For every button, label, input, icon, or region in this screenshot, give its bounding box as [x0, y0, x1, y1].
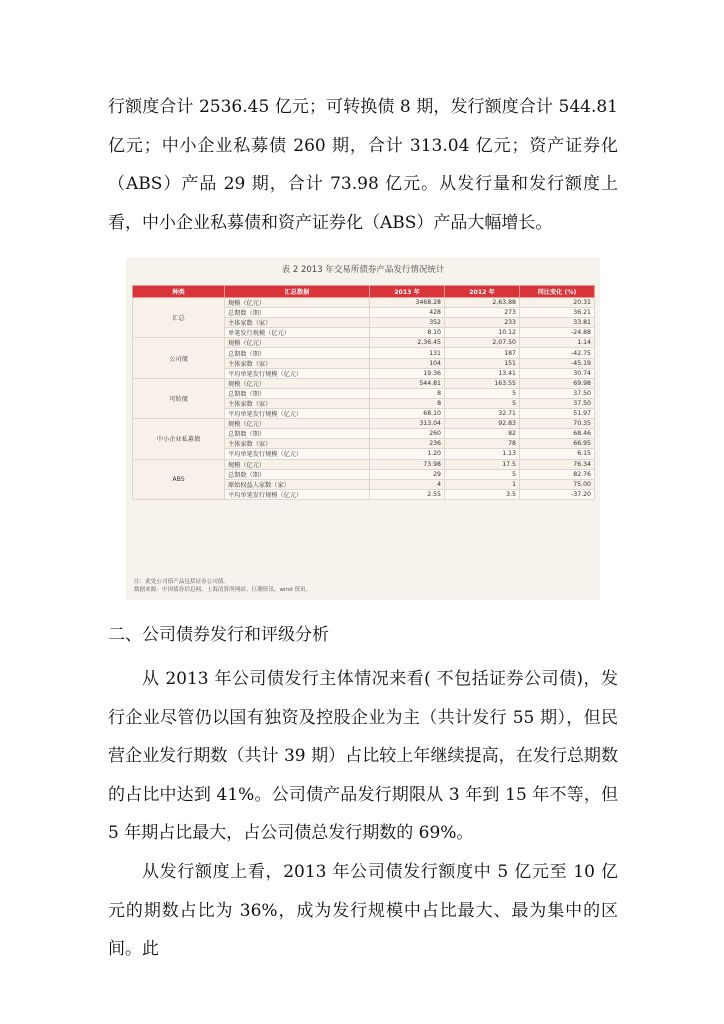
category-cell: 可转债 — [133, 378, 225, 418]
value-cell: 313.04 — [370, 419, 445, 429]
value-cell: 17.5 — [445, 459, 520, 469]
table-row — [133, 298, 595, 308]
value-cell: 8.10 — [370, 328, 445, 338]
value-cell: -42.75 — [520, 348, 595, 358]
value-cell: 37.50 — [520, 388, 595, 398]
value-cell: 29 — [370, 469, 445, 479]
category-cell: 公司债 — [133, 338, 225, 378]
value-cell: -45.19 — [520, 358, 595, 368]
header-2012: 2012 年 — [445, 286, 520, 298]
metric-cell: 平均单笔发行规模（亿元） — [225, 449, 370, 459]
table-note: 注：此处公司债产品包括证券公司债。 — [134, 579, 230, 585]
metric-cell: 主体家数（家） — [225, 358, 370, 368]
value-cell: 30.74 — [520, 368, 595, 378]
value-cell: 236 — [370, 439, 445, 449]
value-cell: 2.55 — [370, 489, 445, 499]
value-cell: 78 — [445, 439, 520, 449]
body-paragraph-1: 行额度合计 2536.45 亿元；可转换债 8 期，发行额度合计 544.81 亿元；中小企业私募债 260 期，合计 313.04 亿元；资产证券化（ABS）产品 29 期，合计 73.98 亿元。从发行量和发行额度上看，中小企业私募债和资产证券化（ABS）产品大幅增长。 — [108, 97, 618, 233]
value-cell: 92.83 — [445, 419, 520, 429]
table-source: 数据来源：中国债券信息网、上海清算所网站、巨潮资讯、wind 资讯。 — [134, 587, 312, 593]
value-cell: 187 — [445, 348, 520, 358]
value-cell: 2,07.50 — [445, 338, 520, 348]
value-cell: 75.00 — [520, 479, 595, 489]
value-cell: 273 — [445, 308, 520, 318]
value-cell: 37.50 — [520, 398, 595, 408]
header-category: 种类 — [133, 286, 225, 298]
value-cell: 3468.28 — [370, 298, 445, 308]
category-cell: ABS — [133, 459, 225, 499]
value-cell: 4 — [370, 479, 445, 489]
value-cell: 36.21 — [520, 308, 595, 318]
value-cell: -24.88 — [520, 328, 595, 338]
value-cell: -37.20 — [520, 489, 595, 499]
header-summary: 汇总数据 — [225, 286, 370, 298]
header-2013: 2013 年 — [370, 286, 445, 298]
metric-cell: 规模（亿元） — [225, 338, 370, 348]
metric-cell: 平均单笔发行规模（亿元） — [225, 368, 370, 378]
value-cell: 13.41 — [445, 368, 520, 378]
value-cell: 32.71 — [445, 409, 520, 419]
table-row — [133, 419, 595, 429]
value-cell: 3.5 — [445, 489, 520, 499]
metric-cell: 规模（亿元） — [225, 459, 370, 469]
metric-cell: 主体家数（家） — [225, 439, 370, 449]
metric-cell: 平均单笔发行规模（亿元） — [225, 409, 370, 419]
value-cell: 2,63.88 — [445, 298, 520, 308]
value-cell: 82 — [445, 429, 520, 439]
value-cell: 68.46 — [520, 429, 595, 439]
value-cell: 1 — [445, 479, 520, 489]
metric-cell: 总期数（期） — [225, 388, 370, 398]
table-row — [133, 459, 595, 469]
value-cell: 2,36.45 — [370, 338, 445, 348]
value-cell: 260 — [370, 429, 445, 439]
value-cell: 66.95 — [520, 439, 595, 449]
value-cell: 5 — [445, 469, 520, 479]
value-cell: 1.20 — [370, 449, 445, 459]
metric-cell: 原始权益人家数（家） — [225, 479, 370, 489]
table-figure — [126, 258, 600, 600]
value-cell: 51.97 — [520, 409, 595, 419]
value-cell: 20.31 — [520, 298, 595, 308]
table-notes — [134, 578, 311, 594]
value-cell: 163.55 — [445, 378, 520, 388]
table-body — [133, 298, 595, 500]
header-yoy-change: 同比变化 (%) — [520, 286, 595, 298]
value-cell: 69.98 — [520, 378, 595, 388]
metric-cell: 总期数（期） — [225, 348, 370, 358]
value-cell: 82.76 — [520, 469, 595, 479]
value-cell: 73.98 — [370, 459, 445, 469]
category-cell: 汇总 — [133, 298, 225, 338]
value-cell: 352 — [370, 318, 445, 328]
body-paragraph-2: 从 2013 年公司债发行主体情况来看( 不包括证券公司债)，发行企业尽管仍以国有独资及控股企业为主（共计发行 55 期），但民营企业发行期数（共计 39 期）占比较上年继续提高，在发行总期数的占比中达到 41%。公司债产品发行期限从 3 年到 15 年不等，但 5 年期占比最大，占公司债总发行期数的 69%。 — [108, 669, 618, 843]
value-cell: 1.14 — [520, 338, 595, 348]
value-cell: 19.36 — [370, 368, 445, 378]
metric-cell: 总期数（期） — [225, 429, 370, 439]
value-cell: 70.35 — [520, 419, 595, 429]
table-header-row — [133, 286, 595, 298]
value-cell: 10.12 — [445, 328, 520, 338]
value-cell: 233 — [445, 318, 520, 328]
metric-cell: 规模（亿元） — [225, 419, 370, 429]
value-cell: 1.13 — [445, 449, 520, 459]
metric-cell: 单笔发行规模（亿元） — [225, 328, 370, 338]
table-row — [133, 378, 595, 388]
value-cell: 6.15 — [520, 449, 595, 459]
section-heading: 二、公司债券发行和评级分析 — [108, 625, 329, 645]
value-cell: 544.81 — [370, 378, 445, 388]
bond-issuance-table — [132, 285, 595, 500]
value-cell: 5 — [445, 388, 520, 398]
value-cell: 131 — [370, 348, 445, 358]
value-cell: 104 — [370, 358, 445, 368]
value-cell: 151 — [445, 358, 520, 368]
metric-cell: 主体家数（家） — [225, 318, 370, 328]
table-row — [133, 338, 595, 348]
value-cell: 8 — [370, 398, 445, 408]
metric-cell: 平均单笔发行规模（亿元） — [225, 489, 370, 499]
value-cell: 76.34 — [520, 459, 595, 469]
category-cell: 中小企业私募债 — [133, 419, 225, 459]
value-cell: 5 — [445, 398, 520, 408]
body-paragraph-3: 从发行额度上看，2013 年公司债发行额度中 5 亿元至 10 亿元的期数占比为 36%，成为发行规模中占比最大、最为集中的区间。此 — [108, 862, 618, 959]
metric-cell: 总期数（期） — [225, 308, 370, 318]
metric-cell: 主体家数（家） — [225, 398, 370, 408]
value-cell: 8 — [370, 388, 445, 398]
metric-cell: 规模（亿元） — [225, 298, 370, 308]
metric-cell: 规模（亿元） — [225, 378, 370, 388]
value-cell: 68.10 — [370, 409, 445, 419]
value-cell: 33.81 — [520, 318, 595, 328]
table-caption: 表 2 2013 年交易所债券产品发行情况统计 — [281, 265, 445, 275]
metric-cell: 总期数（期） — [225, 469, 370, 479]
value-cell: 428 — [370, 308, 445, 318]
